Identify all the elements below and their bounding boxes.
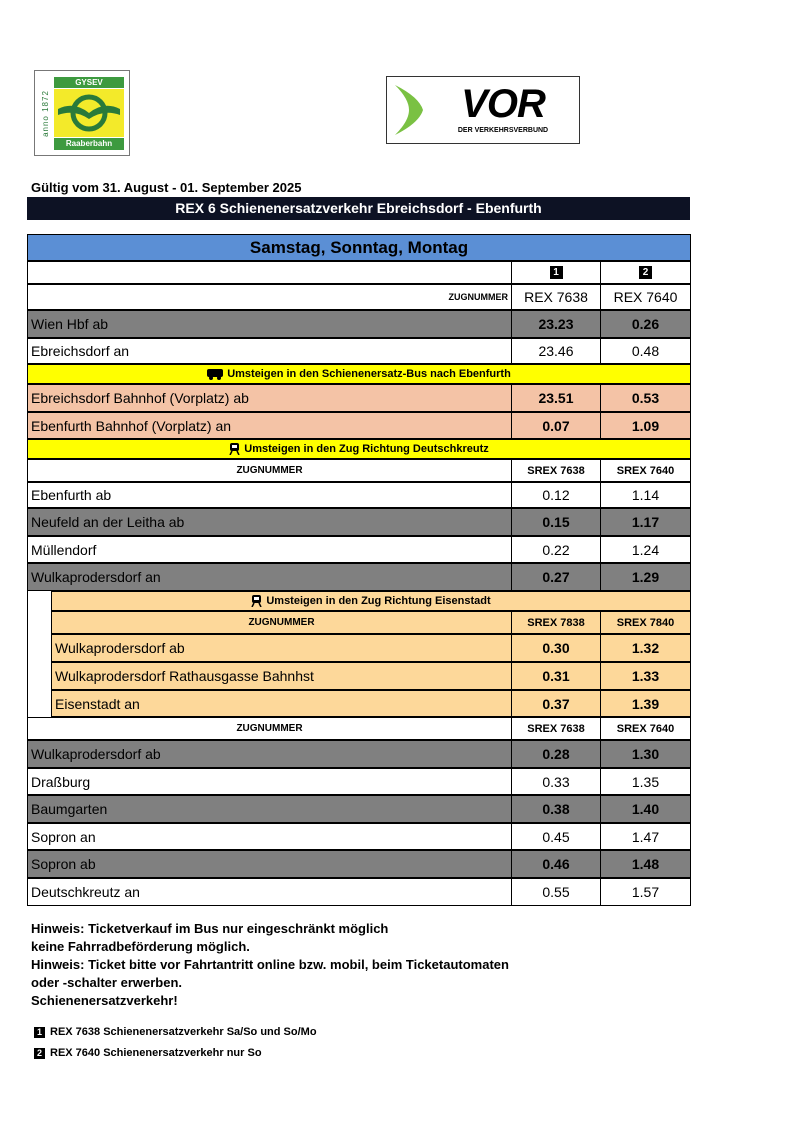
zugnummer-label: ZUGNUMMER (27, 717, 512, 740)
departure-time: 1.29 (600, 563, 691, 591)
departure-time: 1.35 (600, 768, 691, 795)
station-name: Baumgarten (27, 795, 512, 823)
departure-time: 0.28 (511, 740, 601, 768)
branch-indent (27, 591, 52, 717)
vor-chevron-icon (393, 83, 427, 137)
departure-time: 23.23 (511, 310, 601, 338)
station-name: Ebreichsdorf Bahnhof (Vorplatz) ab (27, 384, 512, 412)
days-header (27, 234, 691, 261)
departure-time: 1.09 (600, 412, 691, 439)
vor-subtitle: DER VERKEHRSVERBUND (457, 127, 549, 134)
departure-time: 0.38 (511, 795, 601, 823)
timetable-row (27, 850, 691, 878)
departure-time: 1.30 (600, 740, 691, 768)
bus-icon (207, 369, 223, 380)
timetable-row (27, 508, 691, 536)
departure-time: 0.30 (511, 634, 601, 662)
zugnummer-label: ZUGNUMMER (51, 611, 512, 634)
station-name: Ebenfurth ab (27, 482, 512, 508)
station-name: Ebreichsdorf an (27, 338, 512, 364)
gysev-logo (34, 70, 130, 156)
departure-time: 0.46 (511, 850, 601, 878)
train-number: REX 7640 (600, 284, 691, 310)
station-name: Neufeld an der Leitha ab (27, 508, 512, 536)
departure-time: 0.37 (511, 690, 601, 717)
departure-time: 0.12 (511, 482, 601, 508)
train-number-row-3 (51, 611, 691, 634)
timetable-row (27, 482, 691, 508)
column-2-number: 2 (600, 261, 691, 284)
train-number: SREX 7640 (600, 459, 691, 482)
notice-text: Umsteigen in den Zug Richtung Deutschkreutz (244, 443, 489, 455)
departure-time: 0.48 (600, 338, 691, 364)
station-name: Müllendorf (27, 536, 512, 563)
station-name: Wulkaprodersdorf an (27, 563, 512, 591)
station-name: Wulkaprodersdorf ab (27, 740, 512, 768)
station-name: Wulkaprodersdorf Rathausgasse Bahnhst (51, 662, 512, 690)
train-number: SREX 7638 (511, 459, 601, 482)
timetable-row (51, 634, 691, 662)
departure-time: 0.31 (511, 662, 601, 690)
timetable-row (51, 662, 691, 690)
note-line: keine Fahrradbeförderung möglich. (31, 939, 250, 954)
departure-time: 1.47 (600, 823, 691, 850)
departure-time: 0.55 (511, 878, 601, 906)
gysev-year-text: anno 1872 (40, 89, 50, 137)
notice-train-eisenstadt (51, 591, 691, 611)
note-line: Schienenersatzverkehr! (31, 993, 178, 1008)
notice-text: Umsteigen in den Zug Richtung Eisenstadt (266, 595, 491, 607)
departure-time: 0.22 (511, 536, 601, 563)
station-name: Draßburg (27, 768, 512, 795)
train-number-row-4 (27, 717, 691, 740)
notice-text: Umsteigen in den Schienenersatz-Bus nach Ebenfurth (227, 368, 511, 380)
departure-time: 0.33 (511, 768, 601, 795)
train-icon (251, 595, 262, 607)
train-number-row-2 (27, 459, 691, 482)
departure-time: 1.24 (600, 536, 691, 563)
departure-time: 1.40 (600, 795, 691, 823)
timetable-row (27, 823, 691, 850)
train-number: SREX 7638 (511, 717, 601, 740)
gysev-emblem (54, 89, 124, 137)
footnote-1 (34, 1026, 317, 1038)
departure-time: 23.51 (511, 384, 601, 412)
timetable-row (27, 338, 691, 364)
timetable-row (27, 878, 691, 906)
station-name: Wulkaprodersdorf ab (51, 634, 512, 662)
train-number: SREX 7640 (600, 717, 691, 740)
timetable-row (27, 310, 691, 338)
winged-wheel-icon (54, 89, 124, 137)
departure-time: 0.07 (511, 412, 601, 439)
vor-wordmark: VOR (461, 82, 545, 126)
footnote-number: 1 (34, 1027, 45, 1038)
timetable-row (27, 740, 691, 768)
train-number: SREX 7840 (600, 611, 691, 634)
departure-time: 0.15 (511, 508, 601, 536)
days-label: Samstag, Sonntag, Montag (249, 238, 469, 257)
validity-text: Gültig vom 31. August - 01. September 2025 (31, 180, 302, 195)
station-name: Sopron an (27, 823, 512, 850)
zugnummer-label: ZUGNUMMER (27, 459, 512, 482)
vor-logo (386, 76, 580, 144)
timetable-row (51, 690, 691, 717)
timetable-row (27, 563, 691, 591)
footnote-text: REX 7638 Schienenersatzverkehr Sa/So und So/Mo (50, 1026, 317, 1038)
departure-time: 1.14 (600, 482, 691, 508)
footnote-number: 2 (34, 1048, 45, 1059)
departure-time: 1.32 (600, 634, 691, 662)
departure-time: 0.53 (600, 384, 691, 412)
zugnummer-label: ZUGNUMMER (27, 284, 512, 310)
notice-train-deutschkreutz (27, 439, 691, 459)
timetable-row (27, 384, 691, 412)
timetable-row (27, 795, 691, 823)
note-line: Hinweis: Ticketverkauf im Bus nur eingeschränkt möglich (31, 921, 389, 936)
route-title-bar: REX 6 Schienenersatzverkehr Ebreichsdorf - Ebenfurth (27, 197, 690, 220)
departure-time: 1.57 (600, 878, 691, 906)
note-line: oder -schalter erwerben. (31, 975, 182, 990)
timetable-row (27, 412, 691, 439)
timetable-row (27, 536, 691, 563)
train-icon (229, 443, 240, 455)
notice-bus (27, 364, 691, 384)
departure-time: 0.27 (511, 563, 601, 591)
station-name: Ebenfurth Bahnhof (Vorplatz) an (27, 412, 512, 439)
station-name: Eisenstadt an (51, 690, 512, 717)
station-name: Sopron ab (27, 850, 512, 878)
footnote-text: REX 7640 Schienenersatzverkehr nur So (50, 1047, 262, 1059)
gysev-top-label: GYSEV (54, 77, 124, 88)
timetable-row (27, 768, 691, 795)
departure-time: 1.48 (600, 850, 691, 878)
column-1-number: 1 (511, 261, 601, 284)
train-number: REX 7638 (511, 284, 601, 310)
departure-time: 0.45 (511, 823, 601, 850)
train-number: SREX 7838 (511, 611, 601, 634)
departure-time: 23.46 (511, 338, 601, 364)
departure-time: 1.39 (600, 690, 691, 717)
departure-time: 1.17 (600, 508, 691, 536)
departure-time: 1.33 (600, 662, 691, 690)
notes-block (31, 920, 651, 1010)
footnote-2 (34, 1047, 262, 1059)
station-name: Wien Hbf ab (27, 310, 512, 338)
note-line: Hinweis: Ticket bitte vor Fahrtantritt online bzw. mobil, beim Ticketautomaten (31, 957, 509, 972)
train-number-row-1 (27, 284, 691, 310)
station-name: Deutschkreutz an (27, 878, 512, 906)
column-number-row (27, 261, 691, 284)
gysev-bottom-label: Raaberbahn (54, 138, 124, 150)
departure-time: 0.26 (600, 310, 691, 338)
